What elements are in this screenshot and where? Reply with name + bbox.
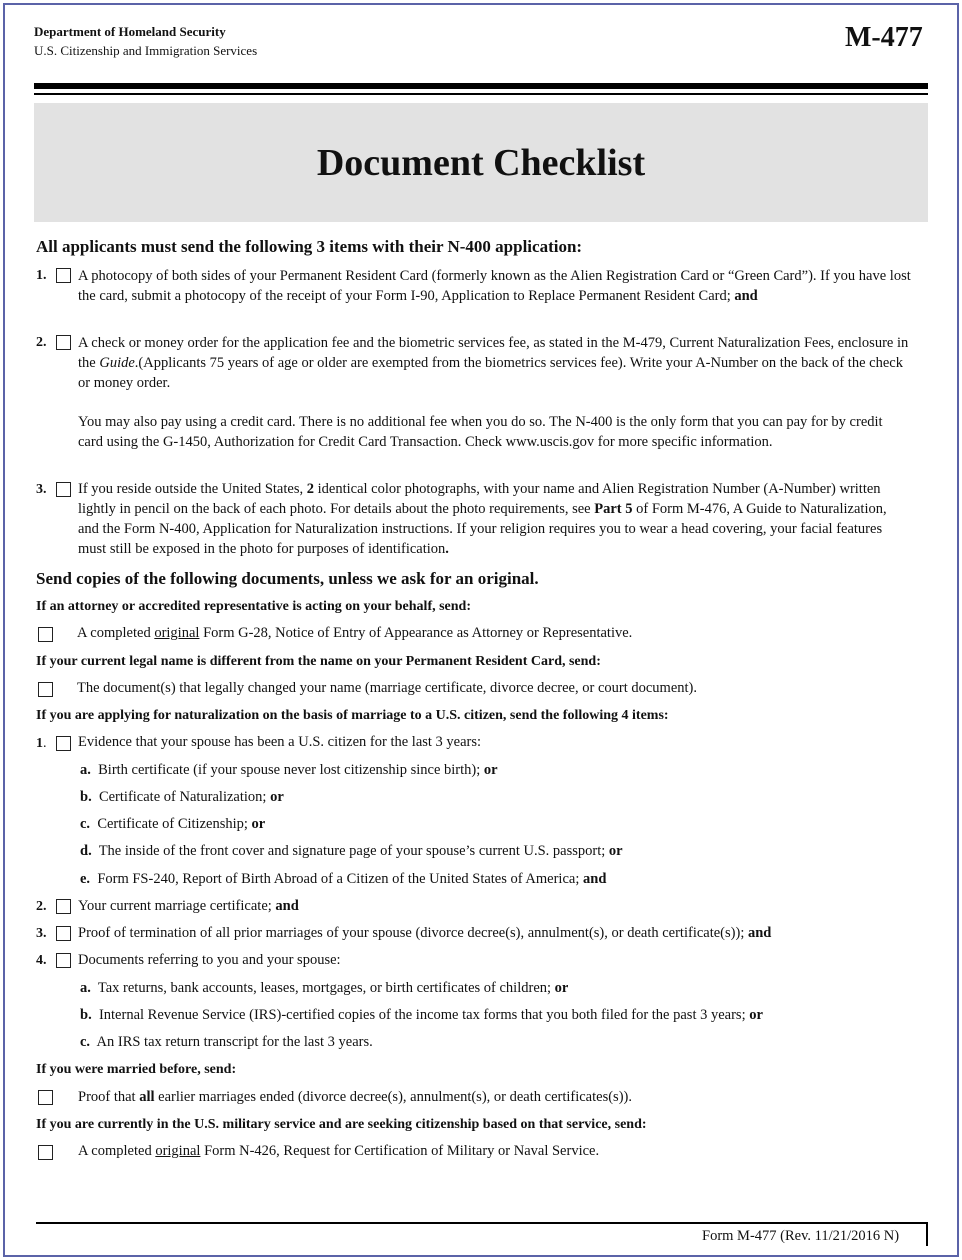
name-change-heading: If your current legal name is different from the name on your Permanent Resident Card, send: [36,654,601,669]
military-text: A completed original Form N-426, Request for Certification of Military or Naval Service. [78,1143,600,1159]
attorney-checkbox[interactable] [38,627,53,642]
marriage-item-3-checkbox[interactable] [56,926,71,941]
marriage-item-4-number: 4. [36,953,47,968]
attorney-heading: If an attorney or accredited representative is acting on your behalf, send: [36,599,472,614]
marriage-item-3-text: Proof of termination of all prior marriages of your spouse (divorce decree(s), annulment(s), or death certificate(s)); and [78,925,772,941]
name-change-checkbox[interactable] [38,682,53,697]
attorney-text: A completed original Form G-28, Notice of Entry of Appearance as Attorney or Representative. [77,625,633,641]
required-heading: All applicants must send the following 3 items with their N-400 application: [36,237,583,256]
marriage-item-4-sub-c: c. An IRS tax return transcript for the last 3 years. [80,1034,373,1050]
page-title: Document Checklist [316,141,646,184]
marriage-item-1-checkbox[interactable] [56,736,71,751]
required-item-3-number: 3. [36,482,47,497]
footer-rule [36,1222,928,1224]
marriage-item-4-sub-b: b. Internal Revenue Service (IRS)-certified copies of the income tax forms that you both filed for the past 3 years; or [80,1007,763,1023]
marriage-item-4-checkbox[interactable] [56,953,71,968]
marriage-heading: If you are applying for naturalization on the basis of marriage to a U.S. citizen, send the following 4 items: [36,708,669,723]
marriage-item-2-checkbox[interactable] [56,899,71,914]
marriage-item-2-number: 2. [36,899,47,914]
name-change-text: The document(s) that legally changed your name (marriage certificate, divorce decree, or court document). [77,680,697,696]
required-item-1-number: 1. [36,268,47,283]
form-number: M-477 [845,22,923,53]
marriage-item-1-sub-a: a. Birth certificate (if your spouse never lost citizenship since birth); or [80,762,498,778]
marriage-item-4-text: Documents referring to you and your spouse: [78,952,341,968]
military-heading: If you are currently in the U.S. military service and are seeking citizenship based on that service, send: [36,1117,647,1132]
married-before-text: Proof that all earlier marriages ended (divorce decree(s), annulment(s), or death certificates(s)). [78,1089,632,1105]
agency-name: U.S. Citizenship and Immigration Services [34,43,258,58]
marriage-item-1-sub-c: c. Certificate of Citizenship; or [80,816,266,832]
married-before-checkbox[interactable] [38,1090,53,1105]
required-item-2-number: 2. [36,335,47,350]
marriage-item-3-number: 3. [36,926,47,941]
marriage-item-1-number: 1. [36,736,47,751]
credit-card-note: You may also pay using a credit card. There is no additional fee when you do so. The N-400 is the only form that you can pay for by credit card using the G-1450, Authorization for Credit Card Transaction. Check www.uscis.gov for more specific information. [78,414,883,450]
form-revision: Form M-477 (Rev. 11/21/2016 N) [702,1228,900,1244]
copies-heading: Send copies of the following documents, unless we ask for an original. [36,569,539,588]
marriage-item-4-sub-a: a. Tax returns, bank accounts, leases, mortgages, or birth certificates of children; or [80,980,569,996]
required-item-2-text: A check or money order for the application fee and the biometric services fee, as stated in the M-479, Current Naturalization Fees, enclosure in the Guide.(Applicants 75 years of age or older are exempted from the biometrics services fee). Write your A-Number on the back of the check or money order. [78,335,909,391]
footer-rule-vertical [926,1222,928,1246]
department-name: Department of Homeland Security [34,24,226,39]
military-checkbox[interactable] [38,1145,53,1160]
marriage-item-1-text: Evidence that your spouse has been a U.S. citizen for the last 3 years: [78,734,482,750]
married-before-heading: If you were married before, send: [36,1062,237,1077]
title-banner [34,103,928,222]
marriage-item-1-sub-b: b. Certificate of Naturalization; or [80,789,284,805]
header-rule-thick [34,83,928,89]
required-item-1-text: A photocopy of both sides of your Permanent Resident Card (formerly known as the Alien Registration Card or “Green Card”). If you have lost the card, submit a photocopy of the receipt of your Form I-90, Application to Replace Permanent Resident Card; and [78,268,911,304]
required-item-2-checkbox[interactable] [56,335,71,350]
required-item-3-text: If you reside outside the United States, 2 identical color photographs, with your name and Alien Registration Number (A-Number) written lightly in pencil on the back of each photo. For details about the photo requirements, see Part 5 of Form M-476, A Guide to Naturalization, and the Form N-400, Application for Naturalization instructions. If your religion requires you to wear a head covering, your facial features must still be exposed in the photo for purposes of identification. [78,481,887,557]
header-rule-thin [34,93,928,95]
marriage-item-2-text: Your current marriage certificate; and [78,898,299,914]
required-item-3-checkbox[interactable] [56,482,71,497]
marriage-item-1-sub-d: d. The inside of the front cover and signature page of your spouse’s current U.S. passport; or [80,843,623,859]
required-item-1-checkbox[interactable] [56,268,71,283]
marriage-item-1-sub-e: e. Form FS-240, Report of Birth Abroad of a Citizen of the United States of America; and [80,871,607,887]
